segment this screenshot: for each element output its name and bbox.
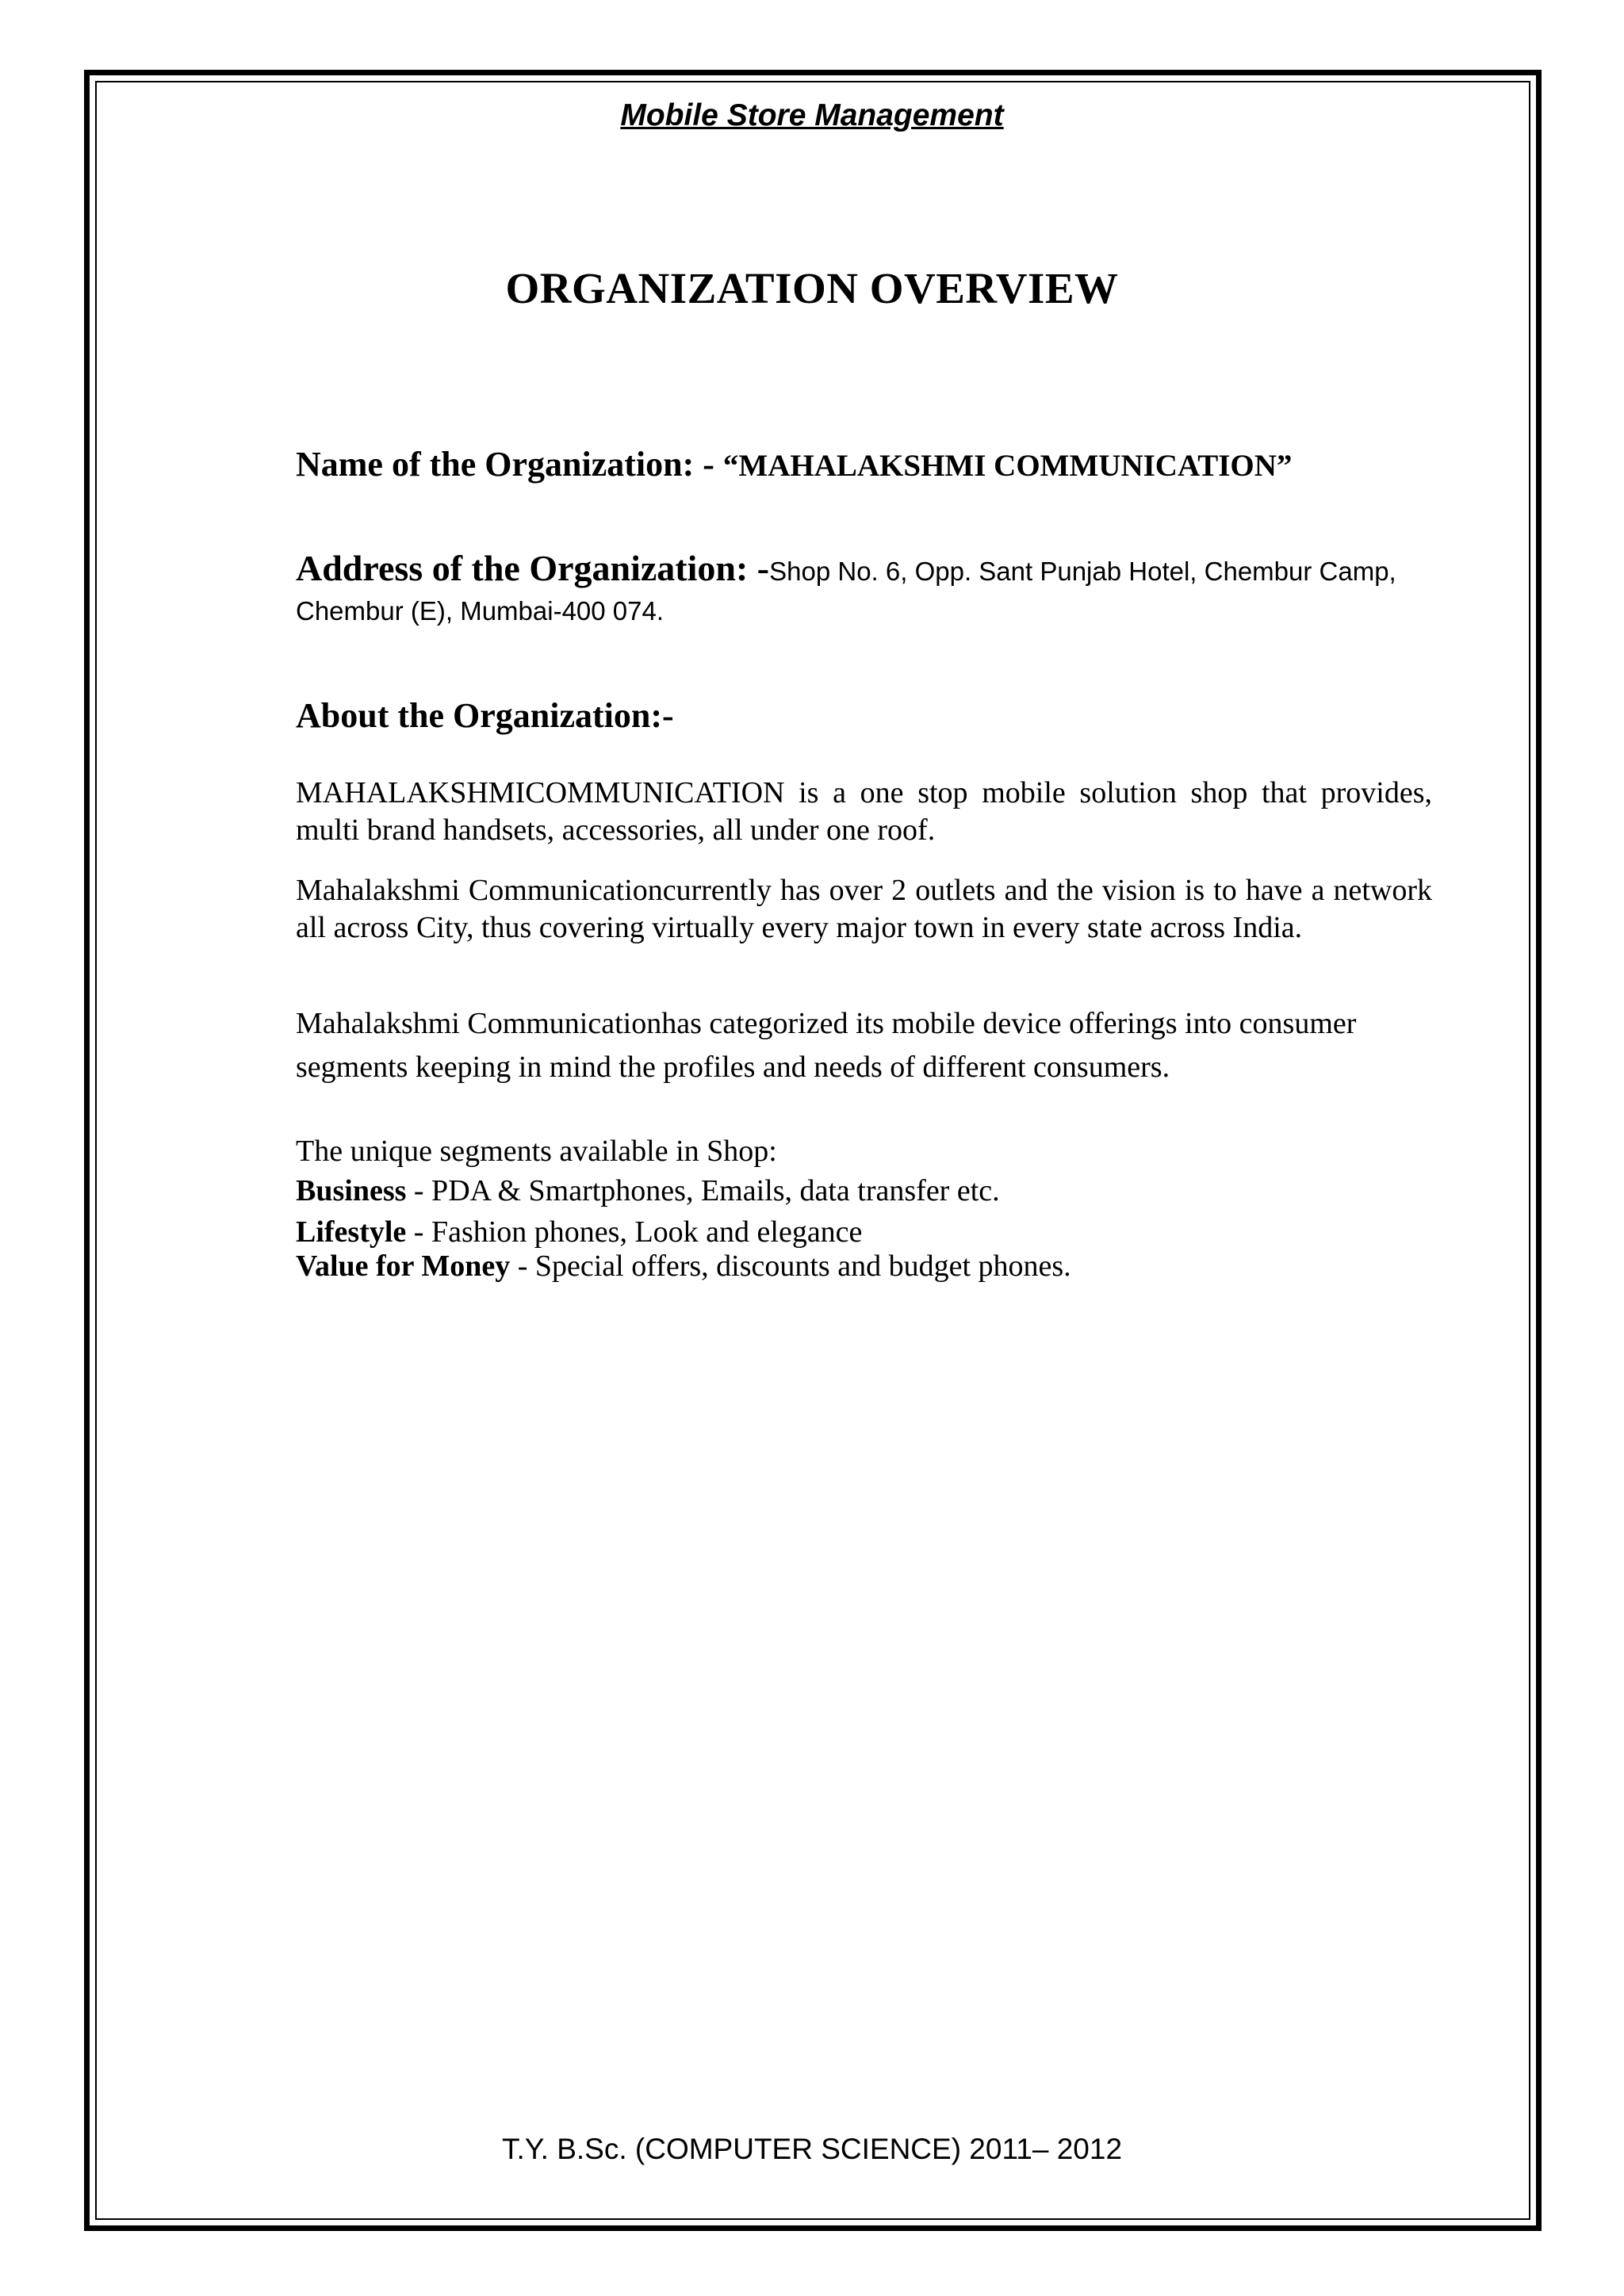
organization-name-value: “MAHALAKSHMI COMMUNICATION” <box>722 449 1293 483</box>
about-paragraph-3: Mahalakshmi Communicationhas categorized its mobile device offerings into consumer segments keeping in mind the profiles and needs of different consumers. <box>296 1007 1357 1084</box>
segments-intro: The unique segments available in Shop: <box>296 1135 777 1168</box>
segment-description: - Special offers, discounts and budget phones. <box>510 1249 1071 1283</box>
segment-description: - PDA & Smartphones, Emails, data transfer etc. <box>406 1174 1000 1207</box>
segment-business <box>296 1171 1432 1211</box>
organization-name-label: Name of the Organization: - <box>296 445 714 484</box>
about-paragraph-1: MAHALAKSHMICOMMUNICATION is a one stop mobile solution shop that provides, multi brand handsets, accessories, all under one roof. <box>296 776 1432 847</box>
segments-list <box>296 1131 1432 1285</box>
organization-name-line <box>296 444 1432 484</box>
organization-address-value: Shop No. 6, Opp. Sant Punjab Hotel, Chembur Camp, Chembur (E), Mumbai-400 074. <box>296 557 1396 626</box>
segment-label: Lifestyle <box>296 1215 407 1249</box>
about-paragraph-2: Mahalakshmi Communicationcurrently has over 2 outlets and the vision is to have a network all across City, thus covering virtually every major town in every state across India. <box>296 874 1432 944</box>
about-heading: About the Organization:- <box>296 696 674 735</box>
segment-description: - Fashion phones, Look and elegance <box>406 1215 863 1249</box>
organization-address-label: Address of the Organization: - <box>296 548 770 588</box>
segment-label: Business <box>296 1174 407 1207</box>
organization-address-line <box>296 547 1432 631</box>
segment-lifestyle <box>296 1217 1432 1247</box>
running-footer: T.Y. B.Sc. (COMPUTER SCIENCE) 2011– 2012 <box>501 2133 1123 2165</box>
running-header: Mobile Store Management <box>620 98 1004 132</box>
page-title: ORGANIZATION OVERVIEW <box>505 264 1119 312</box>
segment-label: Value for Money <box>296 1249 511 1283</box>
segment-value-for-money <box>296 1247 1432 1285</box>
